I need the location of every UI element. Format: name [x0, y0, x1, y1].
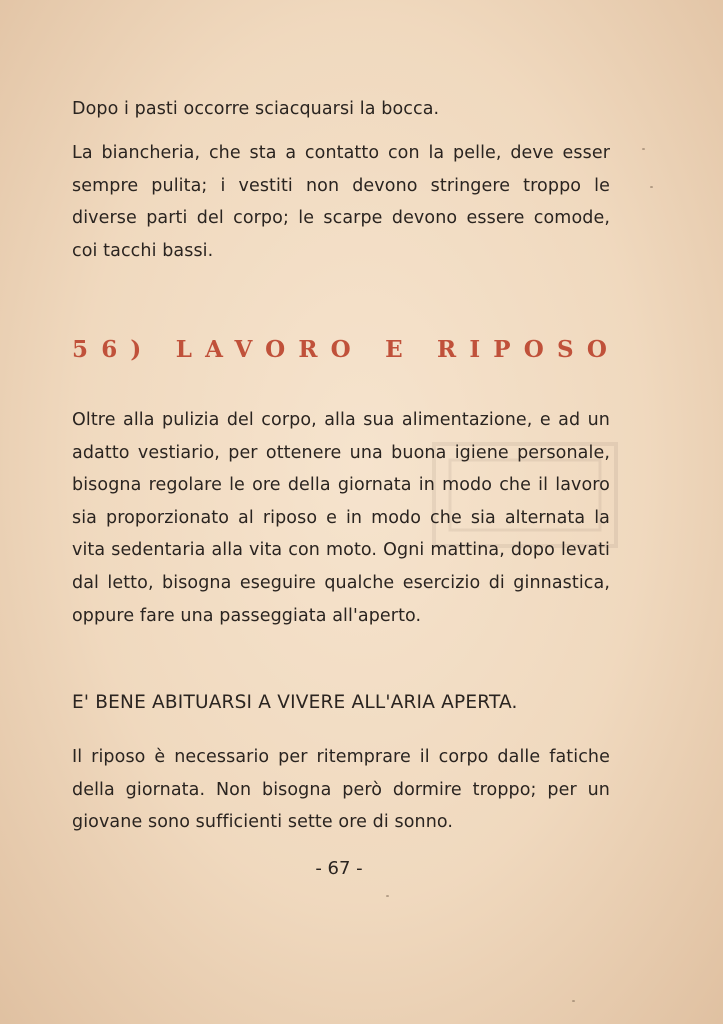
- paper-speck: [386, 895, 389, 897]
- paper-speck: [642, 148, 645, 150]
- caps-statement: E' BENE ABITUARSI A VIVERE ALL'ARIA APERTA.: [72, 692, 518, 713]
- paragraph-work-rest: Oltre alla pulizia del corpo, alla sua alimentazione, e ad un adatto vestiario, per ottenere una buona igiene personale, bisogna regolare le ore della giornata in modo che il lavoro sia proporzionato al riposo e in modo che sia alternata la vita sedentaria alla vita con moto. Ogni mattina, dopo levati dal letto, bisogna eseguire qualche esercizio di ginnastica, oppure fare una passeggiata all'aperto.: [72, 410, 610, 626]
- paragraph-rinse-mouth: Dopo i pasti occorre sciacquarsi la bocca.: [72, 99, 440, 119]
- paper-speck: [572, 1000, 575, 1002]
- paragraph-clothing: La biancheria, che sta a contatto con la pelle, deve esser sempre pulita; i vestiti non devono stringere troppo le diverse parti del corpo; le scarpe devono essere comode, coi tacchi bassi.: [72, 143, 610, 261]
- section-heading: 56) LAVORO E RIPOSO: [72, 336, 621, 363]
- page-number: - 67 -: [315, 858, 363, 879]
- paper-speck: [650, 186, 653, 188]
- paragraph-sleep: Il riposo è necessario per ritemprare il corpo dalle fatiche della giornata. Non bisogna però dormire troppo; per un giovane sono sufficienti sette ore di sonno.: [72, 747, 610, 833]
